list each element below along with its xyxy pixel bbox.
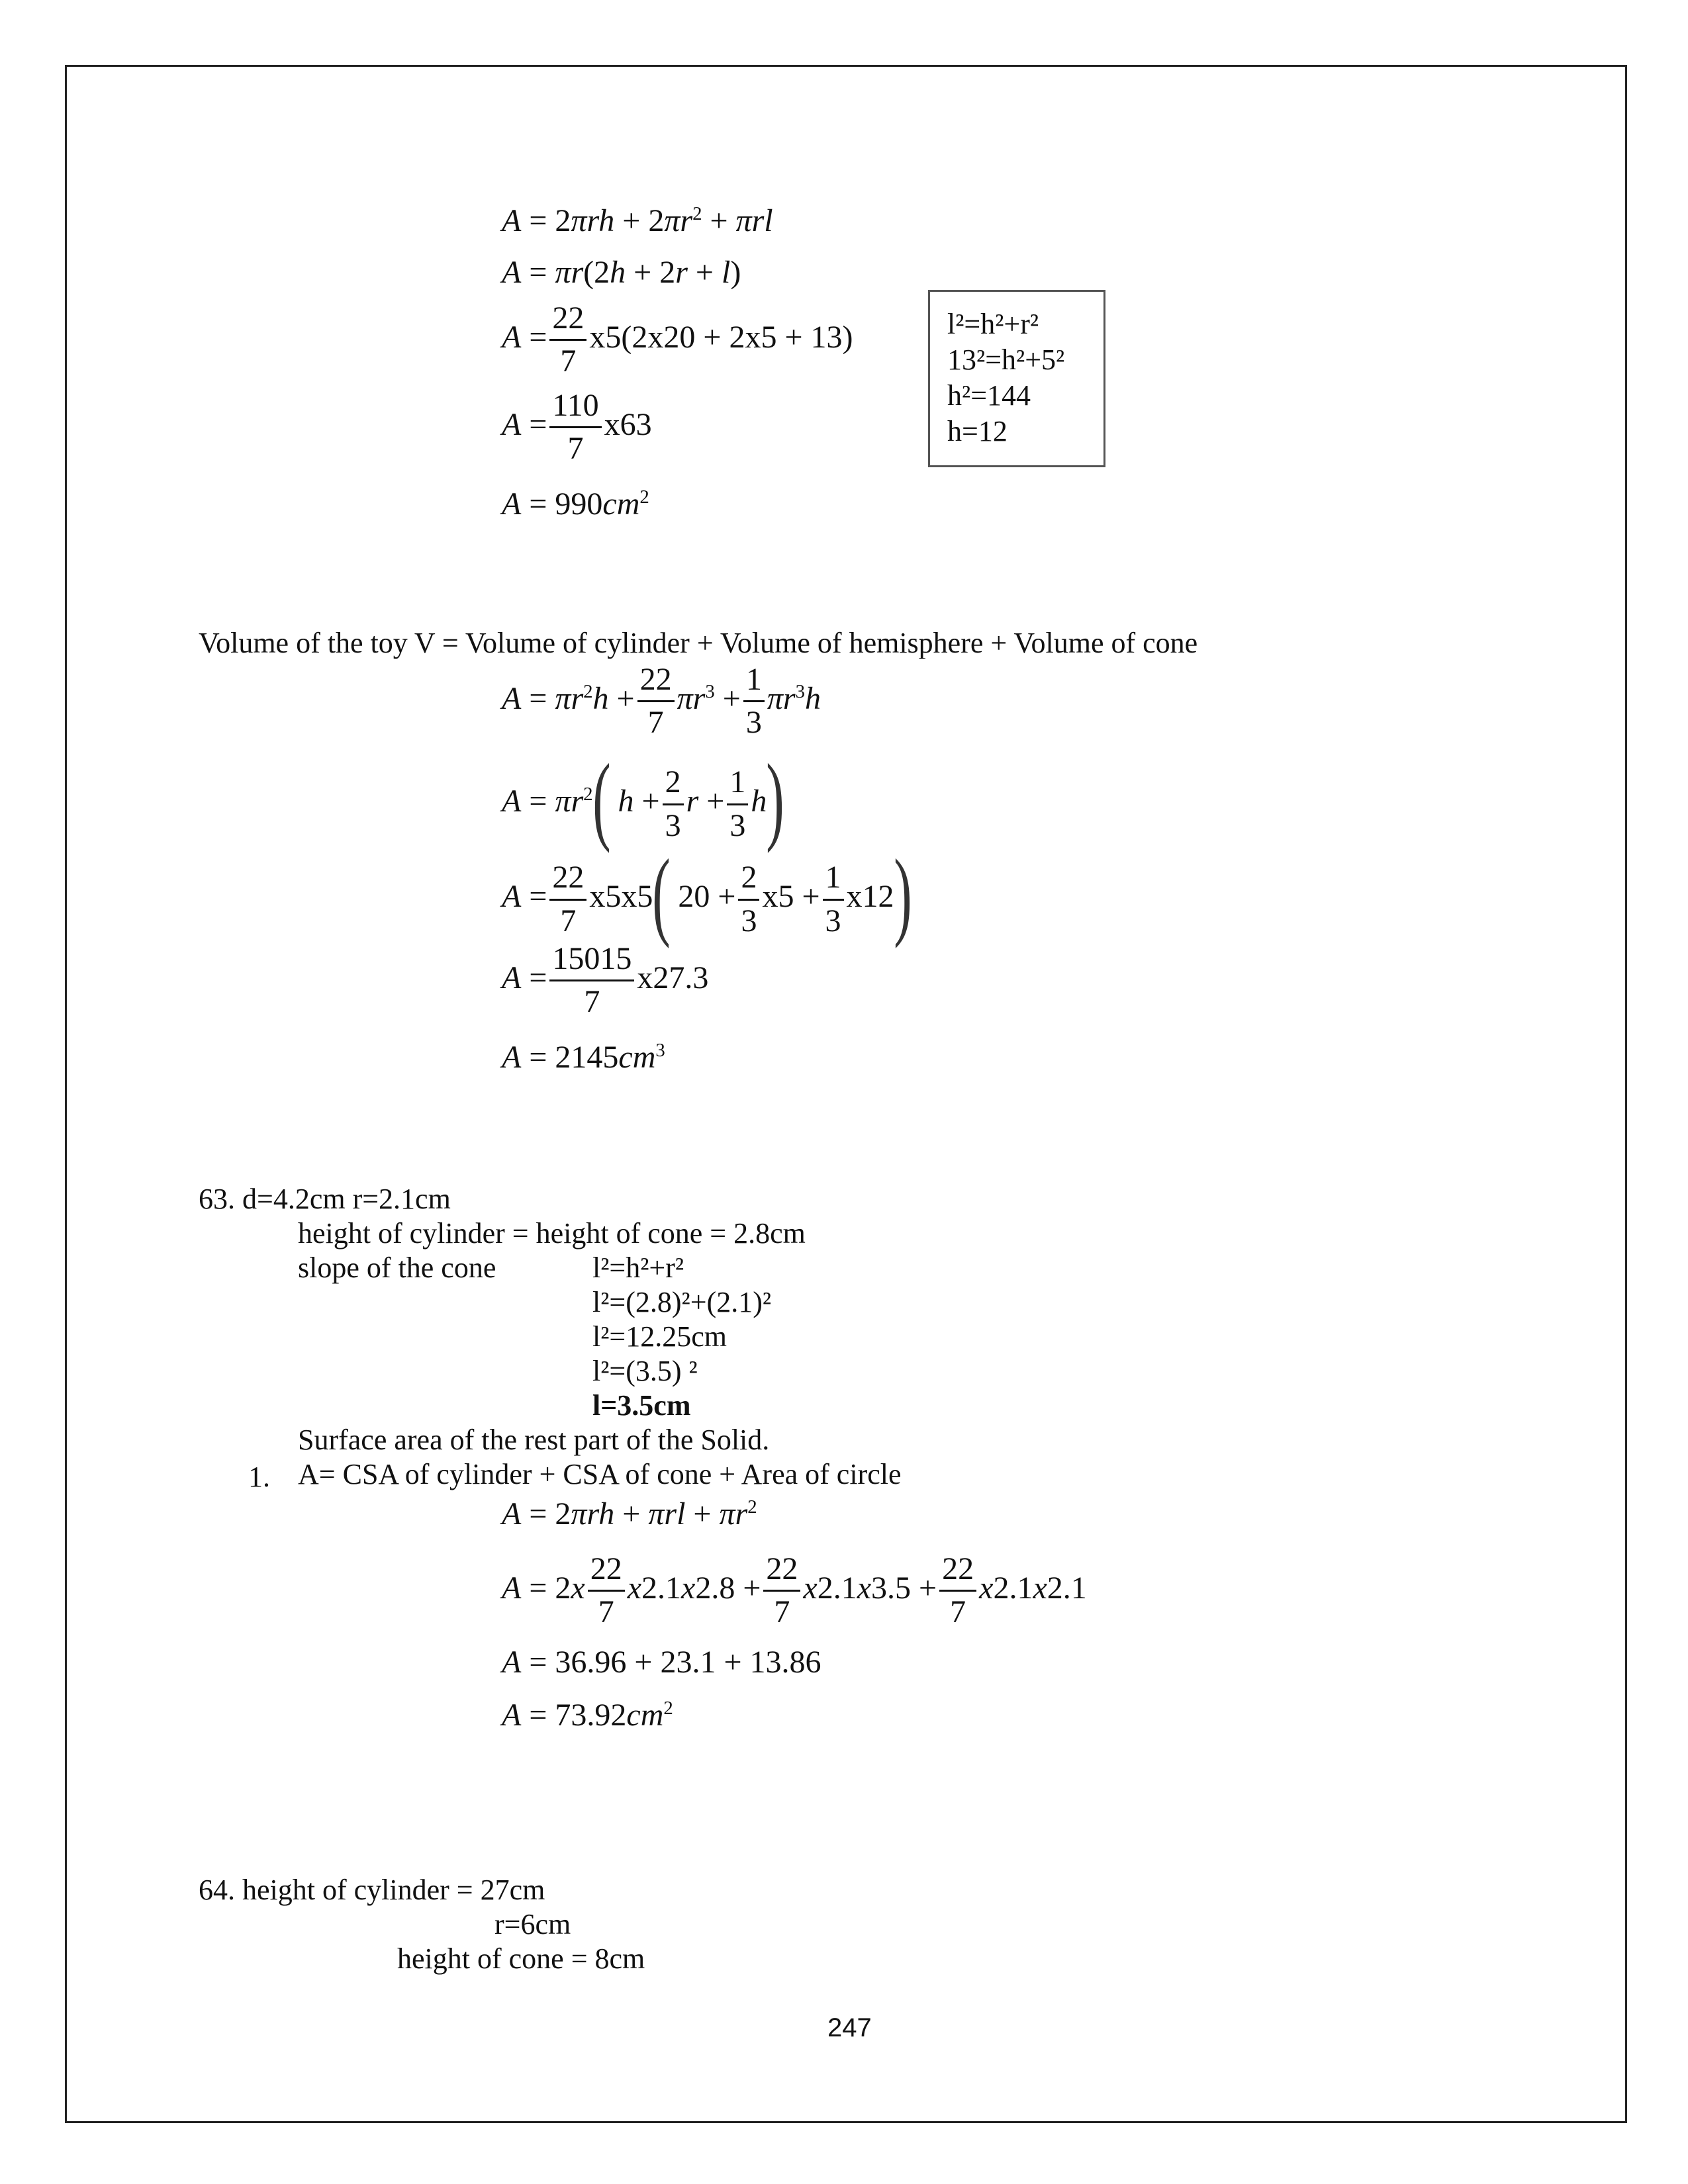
box-line: h²=144 xyxy=(947,379,1031,412)
area-result: $A = 990cm^2$ xyxy=(502,486,649,522)
area-product-line: A = $\frac{110}{7}$ x63 xyxy=(502,388,652,467)
area-product-rest: x63 xyxy=(604,406,652,442)
area-formula-line: $A = 2\pi rh + 2\pi r^2 + \pi rl$ xyxy=(502,203,773,238)
volume-factored-line: $A = \pi r^2$( h + $\frac{2}{3}$ r + $\frac{1}{3}$ h) xyxy=(502,744,785,854)
q64-line2: r=6cm xyxy=(494,1908,571,1940)
q64-line1: 64. height of cylinder = 27cm xyxy=(199,1874,545,1906)
slant-height-box xyxy=(928,290,1105,467)
frac-denominator: 7 xyxy=(560,343,577,379)
q63-header: 63. d=4.2cm r=2.1cm xyxy=(199,1183,451,1215)
q63-item-text: A= CSA of cylinder + CSA of cone + Area of circle xyxy=(298,1458,902,1490)
volume-formula-line: $A = \pi r^2h$ + $\frac{22}{7}$ $\pi r^3$ + $\frac{1}{3}$ $\pi r^3h$ xyxy=(502,662,821,741)
volume-substituted-line: A = $\frac{22}{7}$ x5x5( 20 + $\frac{2}{3}$ x5 + $\frac{1}{3}$ x12) xyxy=(502,839,912,949)
box-line: 13²=h²+5² xyxy=(947,343,1065,376)
area-factored-line: A = πr(2h + 2r + l) xyxy=(502,255,741,290)
q63-sum-line: A = 36.96 + 23.1 + 13.86 xyxy=(502,1645,821,1680)
q63-formula-line: $A = 2\pi rh + \pi rl + \pi r^2$ xyxy=(502,1496,757,1531)
q63-slope-result: l=3.5cm xyxy=(592,1389,691,1422)
q63-slope-step: l²=h²+r² xyxy=(592,1251,684,1284)
frac-numerator: 110 xyxy=(549,389,601,428)
frac-denominator: 7 xyxy=(584,984,600,1020)
q63-slope-step: l²=(2.8)²+(2.1)² xyxy=(592,1286,772,1318)
volume-product-line: A = $\frac{15015}{7}$ x27.3 xyxy=(502,941,709,1020)
q63-substituted-line: A = 2x $\frac{22}{7}$ x2.1x2.8 + $\frac{22}{7}$ x2.1x3.5 + $\frac{22}{7}$ x2.1x2.1 xyxy=(502,1551,1087,1630)
volume-product-rest: x27.3 xyxy=(637,960,709,995)
q63-height-line: height of cylinder = height of cone = 2.8cm xyxy=(298,1217,806,1250)
box-line: h=12 xyxy=(947,415,1008,447)
q63-slope-step: l²=(3.5) ² xyxy=(592,1355,698,1387)
q63-surface-line: Surface area of the rest part of the Solid. xyxy=(298,1424,770,1456)
area-substituted-rest: x5(2x20 + 2x5 + 13) xyxy=(589,319,853,355)
q63-slope-label: slope of the cone xyxy=(298,1251,496,1284)
area-substituted-line: A = $\frac{22}{7}$ x5(2x20 + 2x5 + 13) xyxy=(502,300,853,379)
volume-heading: Volume of the toy V = Volume of cylinder + Volume of hemisphere + Volume of cone xyxy=(199,627,1198,659)
frac-denominator: 7 xyxy=(567,431,584,467)
q63-slope-step: l²=12.25cm xyxy=(592,1320,727,1353)
q63-result: $A = 73.92cm^2$ xyxy=(502,1698,673,1733)
frac-numerator: 15015 xyxy=(549,942,634,981)
page-number: 247 xyxy=(827,2013,872,2042)
frac-numerator: 22 xyxy=(549,302,586,341)
box-line: l²=h²+r² xyxy=(947,308,1039,340)
q63-item-number: 1. xyxy=(248,1461,270,1493)
volume-result: $A = 2145cm^3$ xyxy=(502,1040,665,1075)
q64-line3: height of cone = 8cm xyxy=(397,1942,645,1975)
